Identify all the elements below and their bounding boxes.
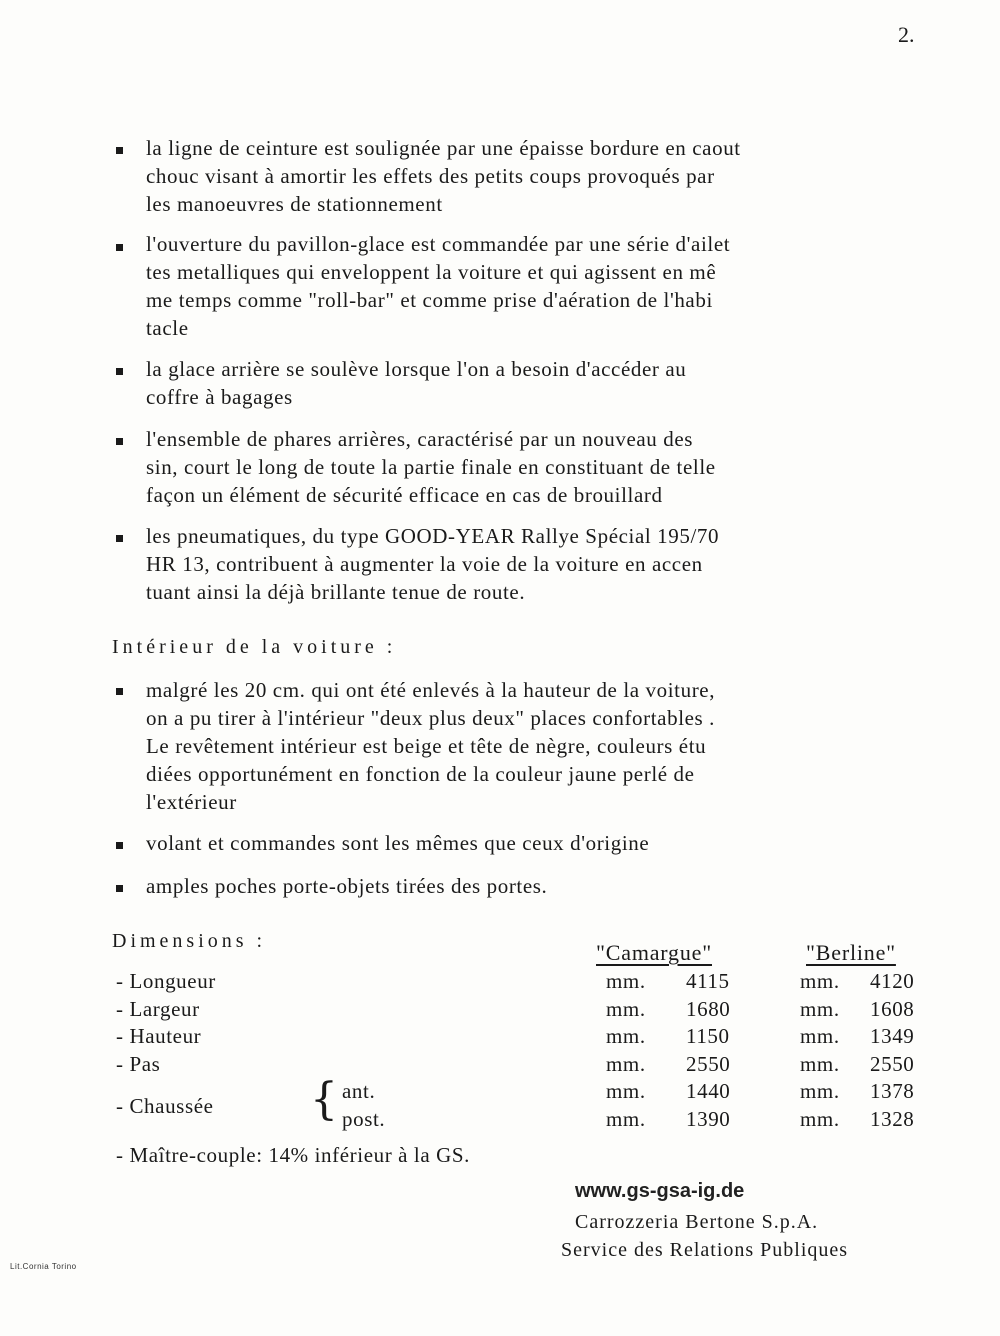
unit: mm. <box>606 1024 646 1048</box>
text-line: tuant ainsi la déjà brillante tenue de route. <box>146 580 526 604</box>
dimension-label: - Pas <box>116 1052 161 1076</box>
unit: mm. <box>606 969 646 993</box>
text-line: les manoeuvres de stationnement <box>146 192 443 216</box>
text-line: la ligne de ceinture est soulignée par une épaisse bordure en caout <box>146 136 741 160</box>
unit: mm. <box>606 1052 646 1076</box>
text-line: façon un élément de sécurité efficace en cas de brouillard <box>146 483 663 507</box>
text-line: diées opportunément en fonction de la couleur jaune perlé de <box>146 762 695 786</box>
text-line: la glace arrière se soulève lorsque l'on a besoin d'accéder au <box>146 357 687 381</box>
maitre-couple-line: - Maître-couple: 14% inférieur à la GS. <box>116 1143 471 1167</box>
bullet-marker <box>116 688 123 695</box>
company-name: Carrozzeria Bertone S.p.A. <box>575 1211 819 1233</box>
interior-heading: Intérieur de la voiture : <box>112 636 397 658</box>
bullet-item <box>146 829 936 857</box>
department-name: Service des Relations Publiques <box>561 1239 849 1261</box>
dimension-label: - Longueur <box>116 969 216 993</box>
text-line: me temps comme "roll-bar" et comme prise d'aération de l'habi <box>146 288 713 312</box>
unit: mm. <box>606 997 646 1021</box>
text-line: chouc visant à amortir les effets des petits coups provoqués par <box>146 164 715 188</box>
text-line: l'extérieur <box>146 790 237 814</box>
bullet-item <box>146 872 936 900</box>
text-line: malgré les 20 cm. qui ont été enlevés à la hauteur de la voiture, <box>146 678 716 702</box>
bullet-marker <box>116 147 123 154</box>
berline-value: 4120 <box>870 969 915 993</box>
printer-imprint: Lit.Cornia Torino <box>10 1262 77 1271</box>
dimension-label: - Hauteur <box>116 1024 202 1048</box>
sub-label: post. <box>342 1107 386 1131</box>
unit: mm. <box>800 1052 840 1076</box>
text-line: tes metalliques qui enveloppent la voiture et qui agissent en mê <box>146 260 717 284</box>
bullet-marker <box>116 885 123 892</box>
page-number: 2. <box>898 22 915 47</box>
text-line: Le revêtement intérieur est beige et tête de nègre, couleurs étu <box>146 734 707 758</box>
text-line: volant et commandes sont les mêmes que ceux d'origine <box>146 831 650 855</box>
bullet-item <box>146 522 936 606</box>
camargue-value: 1150 <box>686 1024 730 1048</box>
camargue-value: 1390 <box>686 1107 731 1131</box>
column-header-camargue: "Camargue" <box>596 940 712 965</box>
camargue-value: 2550 <box>686 1052 731 1076</box>
bullet-item <box>146 355 936 411</box>
dimension-label: - Chaussée <box>116 1094 214 1118</box>
unit: mm. <box>606 1079 646 1103</box>
text-line: sin, court le long de toute la partie finale en constituant de telle <box>146 455 716 479</box>
dimensions-heading: Dimensions : <box>112 930 267 952</box>
bullet-marker <box>116 842 123 849</box>
text-line: les pneumatiques, du type GOOD-YEAR Rallye Spécial 195/70 <box>146 524 720 548</box>
unit: mm. <box>606 1107 646 1131</box>
bullet-item <box>146 134 936 218</box>
unit: mm. <box>800 1024 840 1048</box>
text-line: HR 13, contribuent à augmenter la voie de la voiture en accen <box>146 552 703 576</box>
bullet-item <box>146 425 936 509</box>
bullet-marker <box>116 244 123 251</box>
text-line: on a pu tirer à l'intérieur "deux plus deux" places confortables . <box>146 706 716 730</box>
camargue-value: 1680 <box>686 997 731 1021</box>
unit: mm. <box>800 1107 840 1131</box>
unit: mm. <box>800 1079 840 1103</box>
text-line: tacle <box>146 316 189 340</box>
column-header-berline: "Berline" <box>806 940 896 965</box>
berline-value: 2550 <box>870 1052 915 1076</box>
bullet-item <box>146 676 936 816</box>
text-line: l'ensemble de phares arrières, caractérisé par un nouveau des <box>146 427 694 451</box>
bullet-marker <box>116 535 123 542</box>
text-line: l'ouverture du pavillon-glace est commandée par une série d'ailet <box>146 232 731 256</box>
berline-value: 1378 <box>870 1079 915 1103</box>
berline-value: 1608 <box>870 997 915 1021</box>
brace: { <box>310 1074 338 1125</box>
bullet-marker <box>116 368 123 375</box>
unit: mm. <box>800 997 840 1021</box>
text-line: coffre à bagages <box>146 385 293 409</box>
unit: mm. <box>800 969 840 993</box>
dimension-label: - Largeur <box>116 997 200 1021</box>
bullet-marker <box>116 438 123 445</box>
sub-label: ant. <box>342 1079 376 1103</box>
berline-value: 1328 <box>870 1107 915 1131</box>
berline-value: 1349 <box>870 1024 915 1048</box>
text-line: amples poches porte-objets tirées des portes. <box>146 874 548 898</box>
camargue-value: 4115 <box>686 969 730 993</box>
website-url: www.gs-gsa-ig.de <box>575 1180 745 1202</box>
camargue-value: 1440 <box>686 1079 731 1103</box>
bullet-item <box>146 230 936 342</box>
